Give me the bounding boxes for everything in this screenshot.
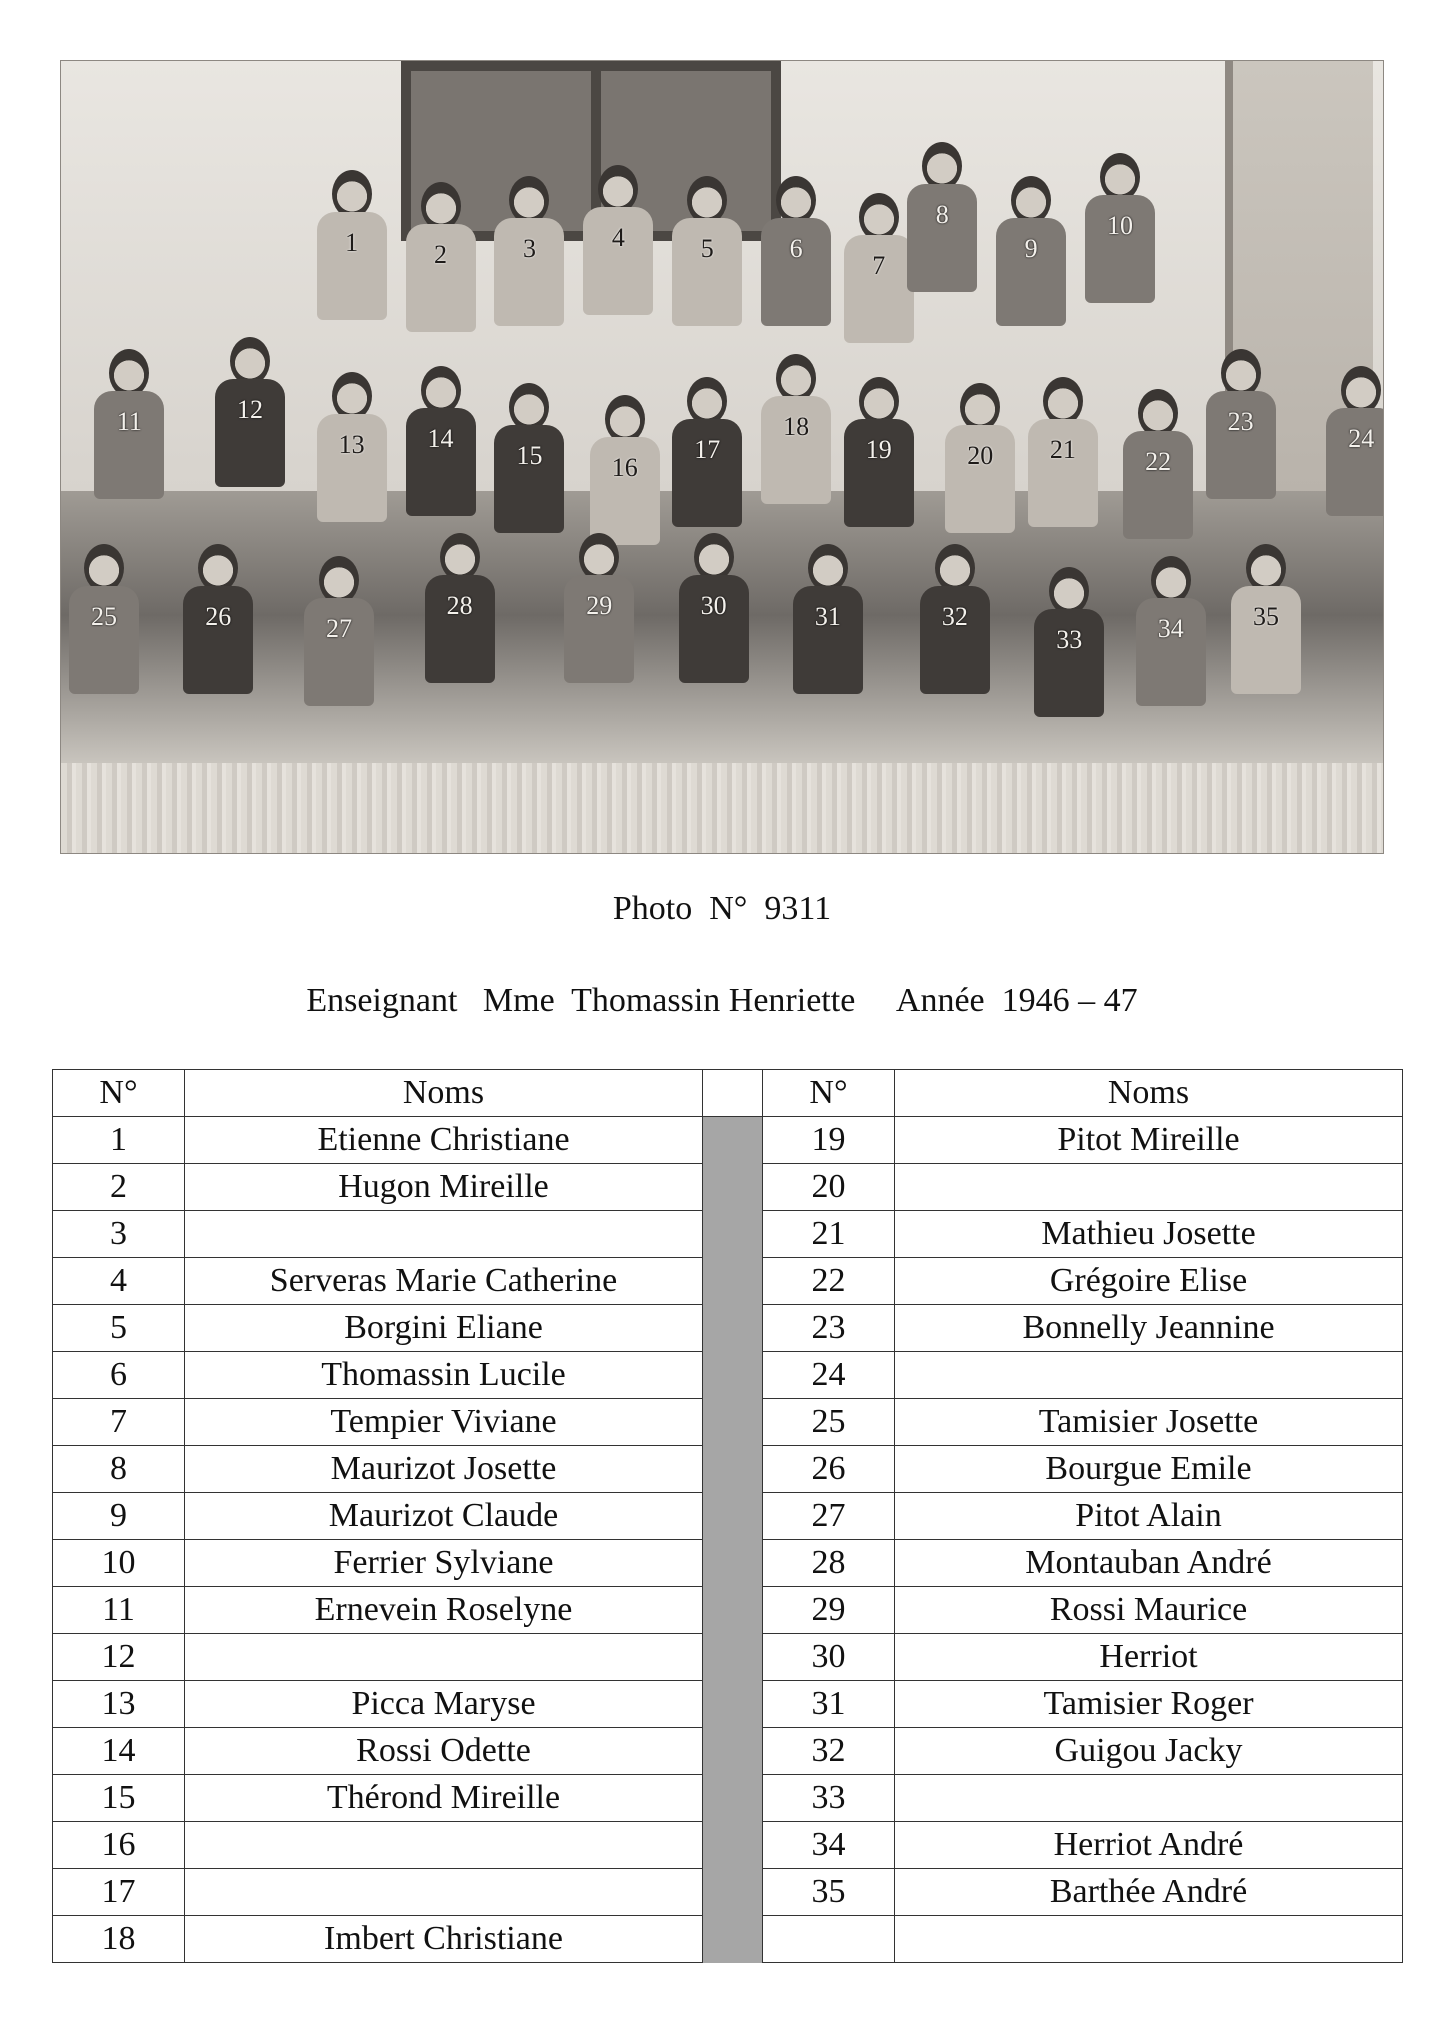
left-num-cell: 1: [53, 1117, 185, 1164]
child-number-label: 24: [1348, 423, 1375, 453]
table-row: [53, 1211, 1403, 1258]
child-number-label: 2: [434, 239, 448, 269]
child-head: [332, 372, 372, 420]
right-name-cell: [895, 1916, 1403, 1963]
column-separator: [703, 1352, 763, 1399]
header-num-right: N°: [763, 1070, 895, 1117]
child-34: [1128, 556, 1214, 706]
right-num-cell: 30: [763, 1634, 895, 1681]
table-row: [53, 1587, 1403, 1634]
child-23: [1198, 349, 1284, 499]
child-2: [398, 182, 484, 332]
child-31: [785, 544, 871, 694]
child-head: [598, 165, 638, 213]
child-1: [309, 170, 395, 320]
right-num-cell: 24: [763, 1352, 895, 1399]
right-num-cell: 23: [763, 1305, 895, 1352]
table-row: [53, 1117, 1403, 1164]
column-separator: [703, 1070, 763, 1117]
child-number-label: 29: [586, 590, 613, 620]
column-separator: [703, 1305, 763, 1352]
header-names-right: Noms: [895, 1070, 1403, 1117]
left-name-cell: Serveras Marie Catherine: [185, 1258, 703, 1305]
left-name-cell: Hugon Mireille: [185, 1164, 703, 1211]
child-25: [61, 544, 147, 694]
photo-label: Photo: [612, 890, 693, 927]
photo-ground: [61, 763, 1383, 853]
child-number-label: 32: [941, 602, 968, 631]
header-names-left: Noms: [185, 1070, 703, 1117]
child-number-label: 23: [1227, 406, 1254, 436]
child-27: [296, 556, 382, 706]
right-name-cell: Pitot Mireille: [895, 1117, 1403, 1164]
right-num-cell: [763, 1916, 895, 1963]
child-16: [582, 395, 668, 545]
child-number-label: 3: [522, 234, 536, 263]
child-number-label: 35: [1253, 602, 1280, 631]
child-21: [1020, 377, 1106, 527]
child-head: [440, 533, 480, 581]
column-separator: [703, 1117, 763, 1164]
right-name-cell: Rossi Maurice: [895, 1587, 1403, 1634]
left-num-cell: 15: [53, 1775, 185, 1822]
left-name-cell: Borgini Eliane: [185, 1305, 703, 1352]
table-row: [53, 1164, 1403, 1211]
child-head: [935, 544, 975, 592]
child-head: [859, 193, 899, 241]
child-10: [1077, 153, 1163, 303]
child-number-label: 7: [872, 251, 886, 281]
table-row: [53, 1352, 1403, 1399]
column-separator: [703, 1916, 763, 1963]
child-29: [556, 533, 642, 683]
right-name-cell: Herriot: [895, 1634, 1403, 1681]
child-head: [1246, 544, 1286, 592]
child-number-label: 25: [91, 602, 117, 631]
child-head: [332, 170, 372, 218]
child-number-label: 18: [783, 412, 810, 442]
child-number-label: 10: [1107, 211, 1133, 240]
child-number-label: 34: [1157, 613, 1184, 643]
child-33: [1026, 567, 1112, 717]
right-name-cell: Guigou Jacky: [895, 1728, 1403, 1775]
child-24: [1318, 366, 1384, 516]
roster-body: [53, 1117, 1403, 1963]
child-number-label: 9: [1024, 234, 1038, 263]
child-number-label: 21: [1049, 435, 1076, 465]
right-num-cell: 19: [763, 1117, 895, 1164]
child-19: [836, 377, 922, 527]
child-number-label: 14: [427, 423, 454, 453]
child-head: [1341, 366, 1381, 414]
child-4: [575, 165, 661, 315]
right-name-cell: Mathieu Josette: [895, 1211, 1403, 1258]
left-num-cell: 8: [53, 1446, 185, 1493]
left-name-cell: Thomassin Lucile: [185, 1352, 703, 1399]
child-number-label: 22: [1145, 446, 1172, 476]
left-name-cell: Imbert Christiane: [185, 1916, 703, 1963]
right-num-cell: 26: [763, 1446, 895, 1493]
child-9: [988, 176, 1074, 326]
child-22: [1115, 389, 1201, 539]
right-num-cell: 29: [763, 1587, 895, 1634]
right-name-cell: Pitot Alain: [895, 1493, 1403, 1540]
column-separator: [703, 1211, 763, 1258]
left-name-cell: Ferrier Sylviane: [185, 1540, 703, 1587]
table-row: [53, 1446, 1403, 1493]
class-photo: [60, 60, 1384, 854]
header-num-left: N°: [53, 1070, 185, 1117]
child-number-label: 5: [700, 234, 714, 263]
column-separator: [703, 1634, 763, 1681]
child-head: [1221, 349, 1261, 397]
right-name-cell: Montauban André: [895, 1540, 1403, 1587]
column-separator: [703, 1446, 763, 1493]
left-name-cell: Ernevein Roselyne: [185, 1587, 703, 1634]
child-number-label: 19: [865, 435, 892, 465]
right-num-cell: 22: [763, 1258, 895, 1305]
child-number-label: 33: [1056, 625, 1083, 654]
left-name-cell: Picca Maryse: [185, 1681, 703, 1728]
child-head: [1011, 176, 1051, 224]
left-num-cell: 5: [53, 1305, 185, 1352]
child-head: [1151, 556, 1191, 604]
child-head: [421, 182, 461, 230]
child-number-label: 4: [611, 222, 625, 252]
table-row: [53, 1869, 1403, 1916]
child-17: [664, 377, 750, 527]
right-num-cell: 25: [763, 1399, 895, 1446]
child-number-label: 31: [814, 602, 841, 631]
table-row: [53, 1916, 1403, 1963]
right-name-cell: Bonnelly Jeannine: [895, 1305, 1403, 1352]
child-28: [417, 533, 503, 683]
column-separator: [703, 1493, 763, 1540]
table-row: [53, 1305, 1403, 1352]
child-head: [687, 377, 727, 425]
left-name-cell: [185, 1211, 703, 1258]
column-separator: [703, 1399, 763, 1446]
roster-table: [52, 1069, 1403, 1963]
child-8: [899, 142, 985, 292]
child-head: [1100, 153, 1140, 201]
child-number-label: 11: [116, 406, 142, 436]
right-name-cell: Grégoire Elise: [895, 1258, 1403, 1305]
child-number-label: 16: [611, 452, 638, 482]
table-row: [53, 1258, 1403, 1305]
right-name-cell: [895, 1352, 1403, 1399]
table-row: [53, 1493, 1403, 1540]
child-head: [509, 176, 549, 224]
left-name-cell: [185, 1869, 703, 1916]
child-35: [1223, 544, 1309, 694]
child-15: [486, 383, 572, 533]
left-num-cell: 13: [53, 1681, 185, 1728]
right-name-cell: Bourgue Emile: [895, 1446, 1403, 1493]
photo-number-label: N°: [709, 890, 748, 927]
left-name-cell: Thérond Mireille: [185, 1775, 703, 1822]
child-number-label: 26: [205, 602, 232, 631]
column-separator: [703, 1540, 763, 1587]
table-row: [53, 1634, 1403, 1681]
column-separator: [703, 1164, 763, 1211]
table-row: [53, 1399, 1403, 1446]
right-name-cell: [895, 1164, 1403, 1211]
child-head: [960, 383, 1000, 431]
left-num-cell: 16: [53, 1822, 185, 1869]
left-name-cell: Tempier Viviane: [185, 1399, 703, 1446]
right-num-cell: 32: [763, 1728, 895, 1775]
left-name-cell: Rossi Odette: [185, 1728, 703, 1775]
left-num-cell: 12: [53, 1634, 185, 1681]
right-name-cell: Barthée André: [895, 1869, 1403, 1916]
left-name-cell: [185, 1822, 703, 1869]
right-num-cell: 33: [763, 1775, 895, 1822]
child-number-label: 8: [935, 199, 949, 229]
right-name-cell: Tamisier Josette: [895, 1399, 1403, 1446]
left-num-cell: 9: [53, 1493, 185, 1540]
child-number-label: 28: [446, 590, 473, 620]
child-head: [1049, 567, 1089, 615]
child-number-label: 1: [345, 228, 359, 258]
child-30: [671, 533, 757, 683]
right-name-cell: Tamisier Roger: [895, 1681, 1403, 1728]
child-number-label: 17: [694, 435, 721, 465]
child-head: [776, 176, 816, 224]
child-12: [207, 337, 293, 487]
left-num-cell: 3: [53, 1211, 185, 1258]
child-head: [922, 142, 962, 190]
child-head: [1138, 389, 1178, 437]
photo-number: 9311: [764, 890, 832, 927]
table-row: [53, 1822, 1403, 1869]
child-head: [687, 176, 727, 224]
table-row: [53, 1775, 1403, 1822]
child-26: [175, 544, 261, 694]
child-number-label: 20: [967, 441, 994, 470]
column-separator: [703, 1822, 763, 1869]
child-head: [509, 383, 549, 431]
table-header-row: [53, 1070, 1403, 1117]
child-18: [753, 354, 839, 504]
right-num-cell: 21: [763, 1211, 895, 1258]
left-num-cell: 11: [53, 1587, 185, 1634]
child-head: [230, 337, 270, 385]
child-head: [198, 544, 238, 592]
child-number-label: 13: [338, 429, 365, 459]
teacher-name: Mme Thomassin Henriette: [482, 982, 856, 1019]
left-name-cell: [185, 1634, 703, 1681]
child-number-label: 6: [789, 234, 803, 263]
column-separator: [703, 1775, 763, 1822]
table-row: [53, 1728, 1403, 1775]
child-6: [753, 176, 839, 326]
left-num-cell: 4: [53, 1258, 185, 1305]
child-head: [1043, 377, 1083, 425]
child-5: [664, 176, 750, 326]
left-num-cell: 17: [53, 1869, 185, 1916]
left-num-cell: 6: [53, 1352, 185, 1399]
right-name-cell: [895, 1775, 1403, 1822]
child-head: [605, 395, 645, 443]
table-row: [53, 1540, 1403, 1587]
column-separator: [703, 1587, 763, 1634]
child-head: [859, 377, 899, 425]
child-3: [486, 176, 572, 326]
right-num-cell: 31: [763, 1681, 895, 1728]
year-label: Année: [895, 982, 985, 1019]
left-name-cell: Maurizot Josette: [185, 1446, 703, 1493]
column-separator: [703, 1728, 763, 1775]
left-num-cell: 18: [53, 1916, 185, 1963]
child-head: [579, 533, 619, 581]
child-number-label: 15: [516, 441, 543, 470]
child-number-label: 30: [700, 590, 727, 620]
child-head: [421, 366, 461, 414]
child-head: [808, 544, 848, 592]
right-num-cell: 34: [763, 1822, 895, 1869]
right-num-cell: 20: [763, 1164, 895, 1211]
left-num-cell: 7: [53, 1399, 185, 1446]
child-number-label: 27: [325, 613, 352, 643]
child-head: [109, 349, 149, 397]
column-separator: [703, 1258, 763, 1305]
right-num-cell: 35: [763, 1869, 895, 1916]
child-14: [398, 366, 484, 516]
teacher-label: Enseignant: [306, 982, 458, 1019]
child-32: [912, 544, 998, 694]
column-separator: [703, 1869, 763, 1916]
child-head: [776, 354, 816, 402]
right-num-cell: 28: [763, 1540, 895, 1587]
child-head: [84, 544, 124, 592]
table-row: [53, 1681, 1403, 1728]
year-value: 1946 – 47: [1001, 982, 1138, 1019]
child-head: [694, 533, 734, 581]
left-name-cell: Etienne Christiane: [185, 1117, 703, 1164]
child-head: [319, 556, 359, 604]
left-name-cell: Maurizot Claude: [185, 1493, 703, 1540]
left-num-cell: 14: [53, 1728, 185, 1775]
child-number-label: 12: [237, 395, 264, 424]
left-num-cell: 2: [53, 1164, 185, 1211]
child-20: [937, 383, 1023, 533]
left-num-cell: 10: [53, 1540, 185, 1587]
right-num-cell: 27: [763, 1493, 895, 1540]
teacher-caption: [0, 982, 1444, 1020]
column-separator: [703, 1681, 763, 1728]
right-name-cell: Herriot André: [895, 1822, 1403, 1869]
child-11: [86, 349, 172, 499]
child-13: [309, 372, 395, 522]
photo-number-caption: [0, 890, 1444, 928]
